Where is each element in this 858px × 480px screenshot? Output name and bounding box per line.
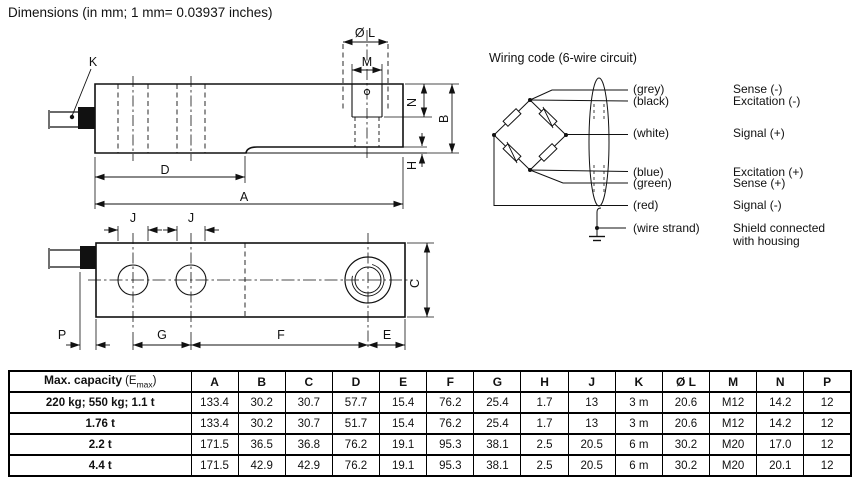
col-header-h: H [521,371,568,392]
col-header-f: F [427,371,474,392]
wire-function-sense-pos: Sense (+) [733,176,786,190]
table-row: 220 kg; 550 kg; 1.1 t 133.4 30.2 30.7 57.7 15.4 76.2 25.4 1.7 13 3 m 20.6 M12 14.2 12 [9,392,851,413]
dim-label-k: K [88,55,98,69]
capacity-cell: 220 kg; 550 kg; 1.1 t [9,392,191,413]
capacity-header: Max. capacity $(E_{max})$ [9,371,191,392]
dim-label-a: A [239,190,249,204]
dim-label-m: M [361,55,373,69]
wire-blue [530,170,628,172]
col-header-l: Ø L [662,371,709,392]
dim-label-g: G [157,328,167,342]
capacity-cell: 1.76 t [9,413,191,434]
col-header-a: A [191,371,238,392]
dim-label-p: P [57,328,67,342]
dim-label-n: N [405,97,419,107]
dim-label-e: E [382,328,392,342]
col-header-e: E [380,371,427,392]
load-hole-side-view [343,30,388,159]
wire-green [530,170,628,183]
table-row: 2.2 t 171.5 36.5 36.8 76.2 19.1 95.3 38.1 2.5 20.5 6 m 30.2 M20 17.0 12 [9,434,851,455]
dim-label-f: F [277,328,285,342]
wiring-diagram [480,70,645,260]
wire-function-excitation-pos: Excitation (+) [733,165,804,179]
table-header-row [9,371,851,392]
side-view [49,26,459,209]
table-row: 1.76 t 133.4 30.2 30.7 51.7 15.4 76.2 25.4 1.7 13 3 m 20.6 M12 14.2 12 [9,413,851,434]
dimensions-table [8,370,852,477]
capacity-cell: 4.4 t [9,455,191,476]
load-cell-dimension-drawing [0,18,470,370]
col-header-j: J [568,371,615,392]
table-row: 4.4 t 171.5 42.9 42.9 76.2 19.1 95.3 38.1 2.5 20.5 6 m 30.2 M20 20.1 12 [9,455,851,476]
side-view-body-outline [95,84,403,153]
col-header-b: B [238,371,285,392]
wire-function-shield: Shield connected with housing [733,221,826,248]
wire-function-sense-neg: Sense (-) [733,82,783,96]
wire-color-green: (green) [633,176,672,190]
col-header-m: M [710,371,757,392]
wire-color-grey: (grey) [633,82,665,96]
wheatstone-bridge [492,78,628,241]
wire-color-black: (black) [633,94,670,108]
wire-color-blue: (blue) [633,165,664,179]
wiring-title: Wiring code (6-wire circuit) [489,51,637,65]
wire-color-white: (white) [633,126,670,140]
wire-color-red: (red) [633,198,659,212]
dim-label-c: C [408,278,422,288]
wire-color-strand: (wire strand) [633,221,700,235]
col-header-k: K [615,371,662,392]
col-header-n: N [757,371,804,392]
dim-label-b: B [437,114,451,123]
wire-black [530,100,628,101]
top-view [49,211,434,350]
wire-function-excitation-neg: Excitation (-) [733,94,801,108]
wire-function-signal-neg: Signal (-) [733,198,782,212]
capacity-cell: 2.2 t [9,434,191,455]
col-header-d: D [332,371,379,392]
side-view-dimensions [95,42,459,209]
dim-label-l: Ø L [354,26,376,40]
page-title: Dimensions (in mm; 1 mm= 0.03937 inches) [8,5,273,20]
col-header-p: P [804,371,851,392]
wire-grey [530,90,628,100]
wire-function-signal-pos: Signal (+) [733,126,785,140]
dim-label-h: H [405,160,419,170]
dim-label-j1: J [129,211,137,225]
cable-shield-ellipse [589,78,609,206]
cable-top-view [49,246,96,269]
ground-icon [589,208,626,241]
col-header-g: G [474,371,521,392]
col-header-c: C [285,371,332,392]
dim-label-d: D [160,163,170,177]
dim-label-j2: J [187,211,195,225]
